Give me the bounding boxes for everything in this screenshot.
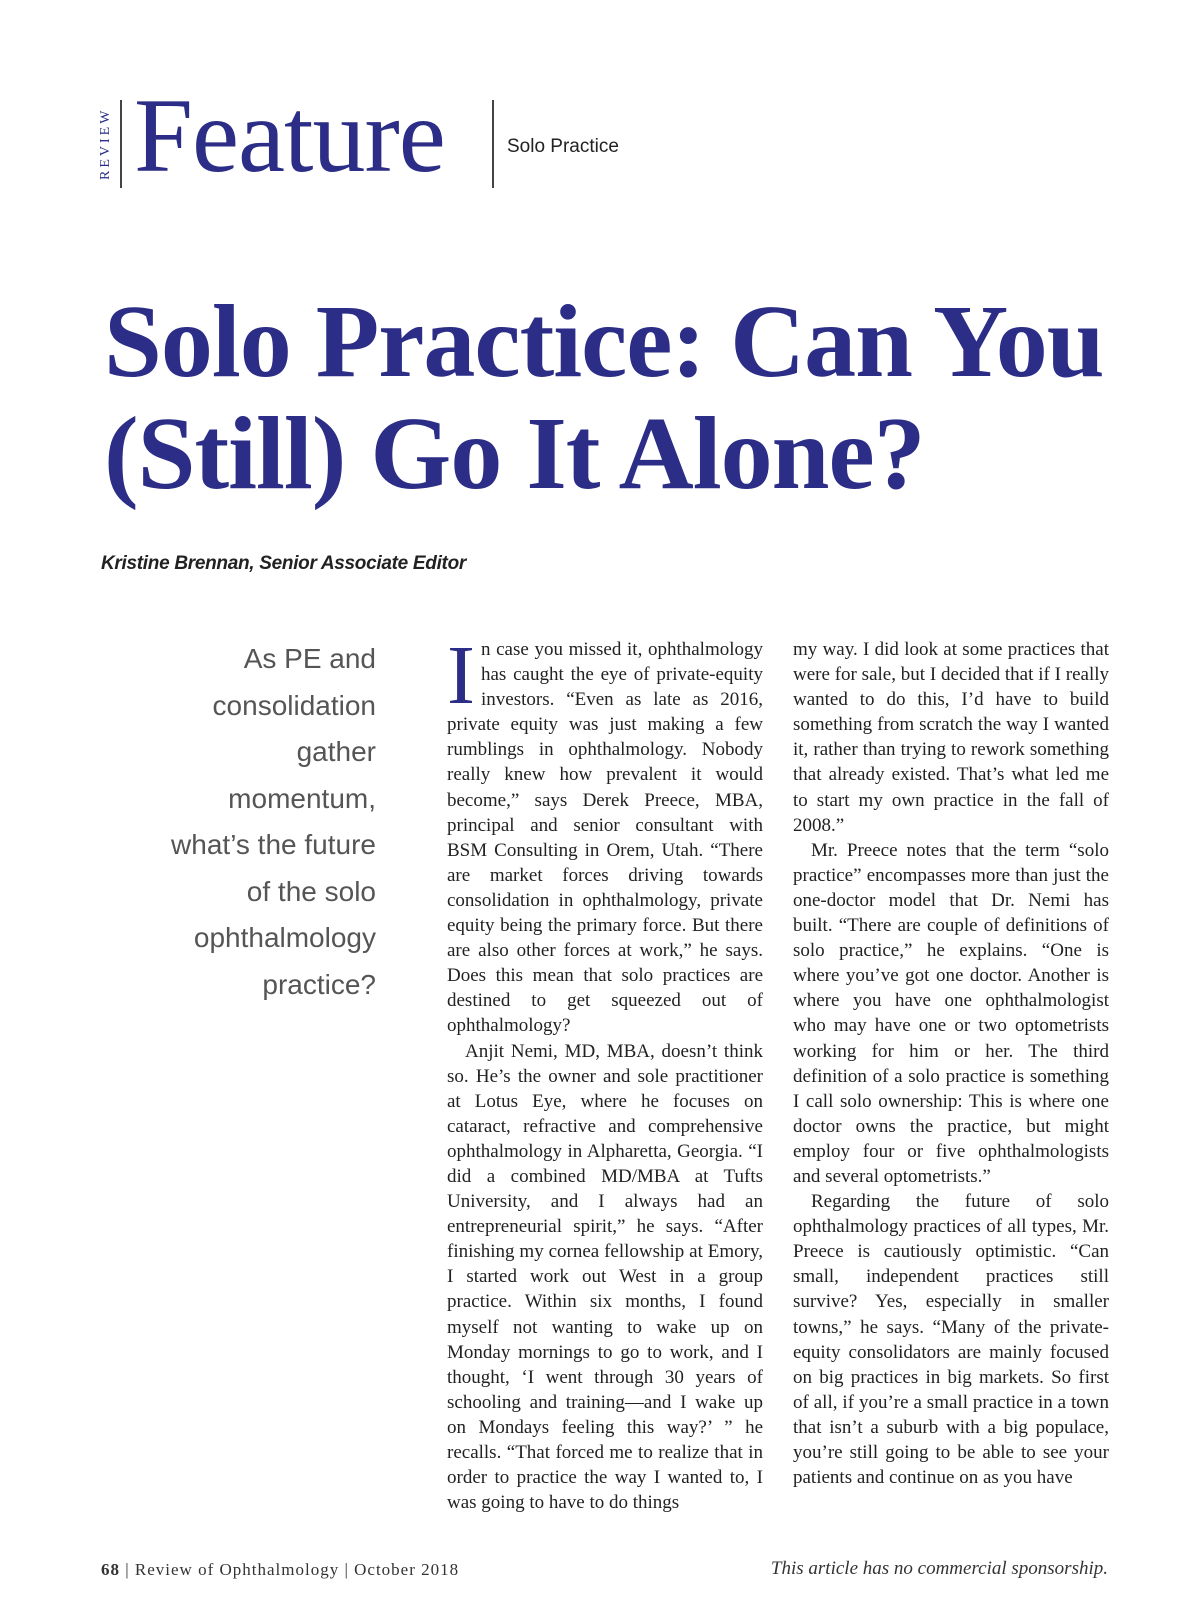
body-paragraph: my way. I did look at some practices that were for sale, but I decided that if I really wanted to do this, I’d have to build something from scratch the way I wanted it, rather than trying to rework something that already existed. That’s what led me to start my own practice in the fall of 2008.” bbox=[793, 639, 1109, 836]
paragraph-text: n case you missed it, ophthalmology has caught the eye of private-equity investors. “Even as late as 2016, private equity was just making a few rumblings in ophthalmology. Nobody really knew how prevalent it would become,” says Derek Preece, MBA, principal and senior consultant with BSM Consulting in Orem, Utah. “There are market forces driving towards consolidation in ophthalmology, private equity being the primary force. But there are also other forces at work,” he says. Does this mean that solo practices are destined to get squeezed out of ophthalmology? bbox=[447, 639, 763, 1037]
sponsorship-note: This article has no commercial sponsorship. bbox=[770, 1558, 1108, 1579]
deck-line: what’s the future bbox=[171, 829, 376, 860]
body-column-1 bbox=[447, 629, 763, 1515]
body-paragraph: Anjit Nemi, MD, MBA, doesn’t think so. He’s the owner and sole practitioner at Lotus Eye, where he focuses on cataract, refractive and comprehensive ophthalmology in Alpharetta, Georgia. “I did a combined MD/MBA at Tufts University, and I always had an entrepreneurial spirit,” he says. “After finishing my cornea fellowship at Emory, I started work out West in a group practice. Within six months, I found myself not wanting to wake up on Monday mornings to go to work, and I thought, ‘I went through 30 years of schooling and training—and I wake up on Mondays feeling this way?’ ” he recalls. “That forced me to realize that in order to practice the way I wanted to, I was going to have to do things bbox=[447, 1040, 763, 1514]
deck-line: consolidation bbox=[212, 689, 376, 721]
title-line: Solo Practice: Can You bbox=[104, 284, 1104, 399]
deck-line: As PE and bbox=[243, 643, 376, 674]
title-line: (Still) Go It Alone? bbox=[104, 396, 925, 511]
body-column-2 bbox=[793, 637, 1109, 1490]
page-number: 68 bbox=[101, 1560, 120, 1579]
review-tag: REVIEW bbox=[98, 107, 113, 181]
article-title bbox=[104, 286, 1124, 510]
body-paragraph bbox=[447, 629, 763, 1039]
deck-line: momentum, bbox=[228, 782, 376, 814]
footer-separator: | bbox=[344, 1560, 349, 1579]
publication-name: Review of Ophthalmology bbox=[134, 1560, 340, 1579]
drop-cap: I bbox=[447, 629, 475, 722]
page-footer bbox=[101, 1560, 459, 1580]
header-divider-right bbox=[492, 100, 494, 188]
issue-date: October 2018 bbox=[354, 1560, 460, 1579]
byline: Kristine Brennan, Senior Associate Editor bbox=[101, 553, 466, 574]
section-label: Solo Practice bbox=[507, 136, 619, 157]
deck-line: of the solo bbox=[246, 875, 376, 907]
body-paragraph: Regarding the future of solo ophthalmology practices of all types, Mr. Preece is cautiously optimistic. “Can small, independent practices still survive? Yes, especially in smaller towns,” he says. “Many of the private-equity consolidators are mainly focused on big practices in big markets. So first of all, if you’re a small practice in a town that isn’t a suburb with a big populace, you’re still going to be able to see your patients and continue on as you have bbox=[793, 1191, 1109, 1489]
footer-separator: | bbox=[125, 1560, 130, 1579]
feature-heading: Feature bbox=[134, 77, 445, 194]
article-deck bbox=[150, 636, 376, 1008]
deck-line: ophthalmology bbox=[193, 922, 376, 953]
deck-line: gather bbox=[296, 736, 376, 767]
body-paragraph: Mr. Preece notes that the term “solo practice” encompasses more than just the one-doctor model that Dr. Nemi has built. “There are couple of definitions of solo practice,” he explains. “One is where you’ve got one doctor. Another is where you have one ophthalmologist who may have one or two optometrists working for him or her. The third definition of a solo practice is something I call solo ownership: This is where one doctor owns the practice, but might employ four or five ophthalmologists and several optometrists.” bbox=[793, 839, 1109, 1187]
deck-line: practice? bbox=[262, 968, 376, 1000]
header-divider-left bbox=[120, 100, 122, 188]
